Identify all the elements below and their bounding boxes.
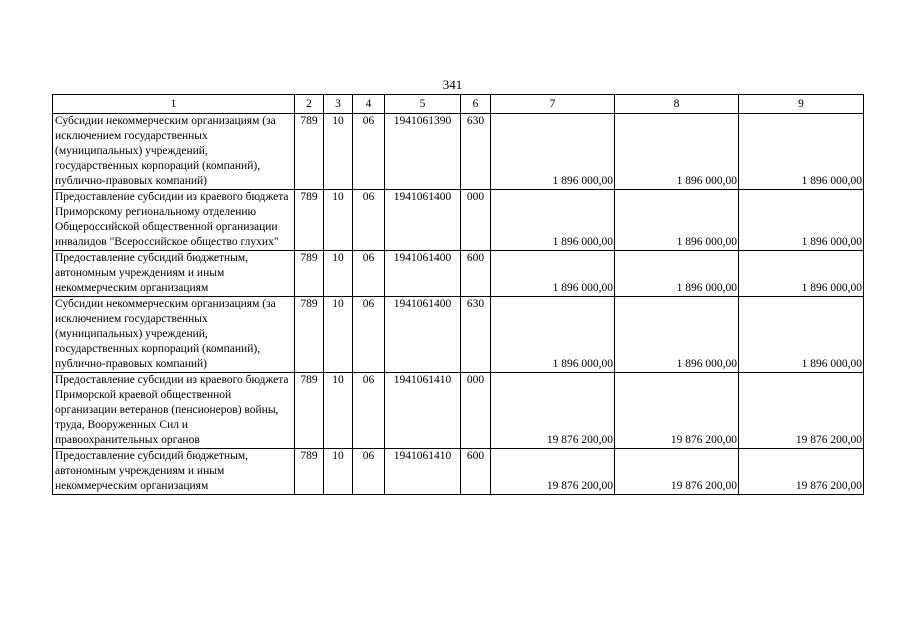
- row-amount-col7: 1 896 000,00: [491, 114, 615, 190]
- row-expense-type-code: 630: [461, 297, 491, 373]
- col-header-6: 6: [461, 95, 491, 114]
- row-amount-col9: 1 896 000,00: [739, 297, 864, 373]
- row-subsection-code: 06: [353, 251, 385, 297]
- row-amount-col8: 1 896 000,00: [615, 251, 739, 297]
- col-header-3: 3: [324, 95, 353, 114]
- row-section-code: 10: [324, 114, 353, 190]
- row-amount-col9: 1 896 000,00: [739, 190, 864, 251]
- row-name: Предоставление субсидии из краевого бюджета Приморской краевой общественной организации ветеранов (пенсионеров) войны, труда, Вооруженных Сил и правоохранительных органов: [53, 373, 295, 449]
- row-expense-type-code: 600: [461, 251, 491, 297]
- col-header-1: 1: [53, 95, 295, 114]
- row-section-code: 10: [324, 190, 353, 251]
- row-subsection-code: 06: [353, 373, 385, 449]
- table-row: [53, 297, 864, 373]
- row-amount-col7: 1 896 000,00: [491, 190, 615, 251]
- row-target-code: 1941061400: [385, 190, 461, 251]
- row-name: Предоставление субсидий бюджетным, автономным учреждениям и иным некоммерческим организациям: [53, 251, 295, 297]
- page-number: 341: [442, 77, 463, 92]
- row-subsection-code: 06: [353, 449, 385, 495]
- row-section-code: 10: [324, 297, 353, 373]
- budget-table: [52, 94, 864, 495]
- row-section-code: 10: [324, 373, 353, 449]
- row-expense-type-code: 000: [461, 190, 491, 251]
- row-name: Субсидии некоммерческим организациям (за исключением государственных (муниципальных) учреждений, государственных корпораций (компаний), публично-правовых компаний): [53, 114, 295, 190]
- row-amount-col8: 1 896 000,00: [615, 190, 739, 251]
- row-subsection-code: 06: [353, 190, 385, 251]
- row-subsection-code: 06: [353, 297, 385, 373]
- row-amount-col7: 19 876 200,00: [491, 449, 615, 495]
- row-ministry-code: 789: [295, 251, 324, 297]
- header-row: [53, 95, 864, 114]
- table-row: [53, 373, 864, 449]
- row-name: Предоставление субсидии из краевого бюджета Приморскому региональному отделению Общероссийской общественной организации инвалидов "Всероссийское общество глухих": [53, 190, 295, 251]
- row-amount-col8: 19 876 200,00: [615, 373, 739, 449]
- row-amount-col8: 19 876 200,00: [615, 449, 739, 495]
- row-amount-col7: 19 876 200,00: [491, 373, 615, 449]
- col-header-9: 9: [739, 95, 864, 114]
- row-target-code: 1941061390: [385, 114, 461, 190]
- row-amount-col9: 1 896 000,00: [739, 114, 864, 190]
- row-amount-col9: 19 876 200,00: [739, 373, 864, 449]
- row-ministry-code: 789: [295, 373, 324, 449]
- table-row: [53, 190, 864, 251]
- row-section-code: 10: [324, 251, 353, 297]
- row-amount-col8: 1 896 000,00: [615, 297, 739, 373]
- row-target-code: 1941061400: [385, 297, 461, 373]
- row-ministry-code: 789: [295, 297, 324, 373]
- row-ministry-code: 789: [295, 449, 324, 495]
- row-amount-col9: 1 896 000,00: [739, 251, 864, 297]
- row-target-code: 1941061410: [385, 449, 461, 495]
- row-amount-col8: 1 896 000,00: [615, 114, 739, 190]
- row-ministry-code: 789: [295, 190, 324, 251]
- row-expense-type-code: 630: [461, 114, 491, 190]
- row-name: Предоставление субсидий бюджетным, автономным учреждениям и иным некоммерческим организациям: [53, 449, 295, 495]
- row-target-code: 1941061410: [385, 373, 461, 449]
- col-header-4: 4: [353, 95, 385, 114]
- table-row: [53, 449, 864, 495]
- row-amount-col7: 1 896 000,00: [491, 251, 615, 297]
- col-header-5: 5: [385, 95, 461, 114]
- table-row: [53, 251, 864, 297]
- row-amount-col9: 19 876 200,00: [739, 449, 864, 495]
- col-header-2: 2: [295, 95, 324, 114]
- row-subsection-code: 06: [353, 114, 385, 190]
- row-name: Субсидии некоммерческим организациям (за исключением государственных (муниципальных) учреждений, государственных корпораций (компаний), публично-правовых компаний): [53, 297, 295, 373]
- table-row: [53, 114, 864, 190]
- row-amount-col7: 1 896 000,00: [491, 297, 615, 373]
- col-header-8: 8: [615, 95, 739, 114]
- col-header-7: 7: [491, 95, 615, 114]
- row-ministry-code: 789: [295, 114, 324, 190]
- row-expense-type-code: 000: [461, 373, 491, 449]
- row-target-code: 1941061400: [385, 251, 461, 297]
- row-section-code: 10: [324, 449, 353, 495]
- row-expense-type-code: 600: [461, 449, 491, 495]
